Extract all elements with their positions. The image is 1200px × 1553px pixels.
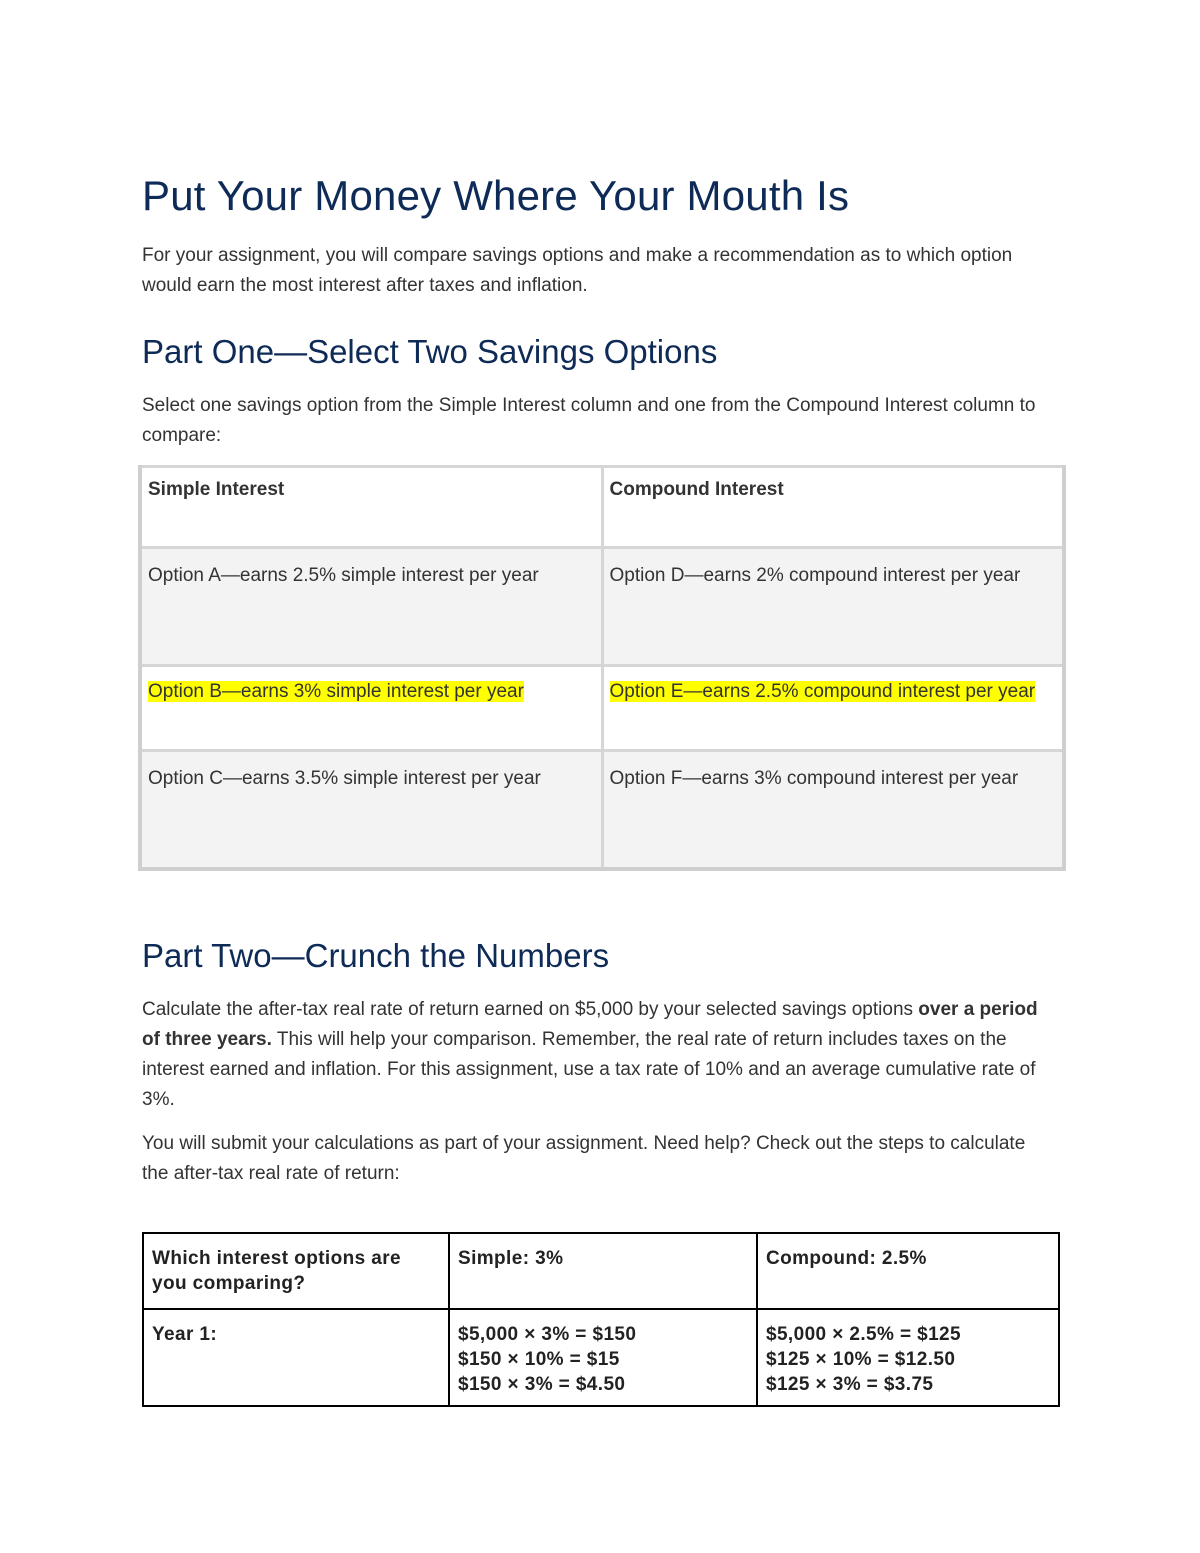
year-1-label: Year 1: (143, 1309, 449, 1406)
option-c-cell: Option C—earns 3.5% simple interest per year (140, 751, 602, 870)
option-e-highlight: Option E—earns 2.5% compound interest per year (609, 681, 1036, 702)
intro-paragraph: For your assignment, you will compare savings options and make a recommendation as to which option would earn the most interest after taxes and inflation. (142, 245, 1013, 296)
simple-header: Simple: 3% (449, 1233, 757, 1309)
p1-end: This will help your comparison. Remember, the real rate of return includes taxes on the interest earned and inflation. For this assignment, use a tax rate of 10% and an average cumulative rate of 3%. (142, 1029, 1036, 1110)
compound-interest-header: Compound Interest (602, 467, 1064, 548)
table-row (140, 548, 1064, 666)
p1-start: Calculate the after-tax real rate of return earned on $5,000 by your selected savings options (142, 999, 919, 1020)
option-e-cell (602, 666, 1064, 751)
option-a-cell: Option A—earns 2.5% simple interest per year (140, 548, 602, 666)
table-row (143, 1309, 1059, 1406)
calculation-table (142, 1232, 1060, 1407)
table-row (140, 751, 1064, 870)
compound-header: Compound: 2.5% (757, 1233, 1059, 1309)
calc-line: $5,000 × 3% = $150 (458, 1324, 637, 1345)
option-f-cell: Option F—earns 3% compound interest per year (602, 751, 1064, 870)
calc-line: $125 × 10% = $12.50 (766, 1349, 956, 1370)
comparison-header: Which interest options are you comparing? (143, 1233, 449, 1309)
page-title: Put Your Money Where Your Mouth Is (142, 172, 850, 219)
table-header-row (140, 467, 1064, 548)
option-d-cell: Option D—earns 2% compound interest per year (602, 548, 1064, 666)
calc-line: $5,000 × 2.5% = $125 (766, 1324, 961, 1345)
calc-line: $150 × 3% = $4.50 (458, 1374, 626, 1395)
part-two-heading: Part Two—Crunch the Numbers (142, 937, 610, 974)
option-b-cell (140, 666, 602, 751)
part-one-text: Select one savings option from the Simple Interest column and one from the Compound Interest column to compare: (142, 395, 1036, 446)
option-b-highlight: Option B—earns 3% simple interest per year (148, 681, 524, 702)
part-two-paragraph-2: You will submit your calculations as part of your assignment. Need help? Check out the steps to calculate the after-tax real rate of return: (142, 1133, 1026, 1184)
table-row (140, 666, 1064, 751)
calc-line: $125 × 3% = $3.75 (766, 1374, 934, 1395)
savings-options-table (138, 465, 1066, 871)
p1-bold: over a period of three years. (142, 999, 1038, 1050)
part-two-paragraph-1 (142, 995, 1042, 1115)
calc-line: $150 × 10% = $15 (458, 1349, 620, 1370)
calc-header-row (143, 1233, 1059, 1309)
part-one-heading: Part One—Select Two Savings Options (142, 333, 718, 370)
simple-interest-header: Simple Interest (140, 467, 602, 548)
year-1-compound (757, 1309, 1059, 1406)
year-1-simple (449, 1309, 757, 1406)
